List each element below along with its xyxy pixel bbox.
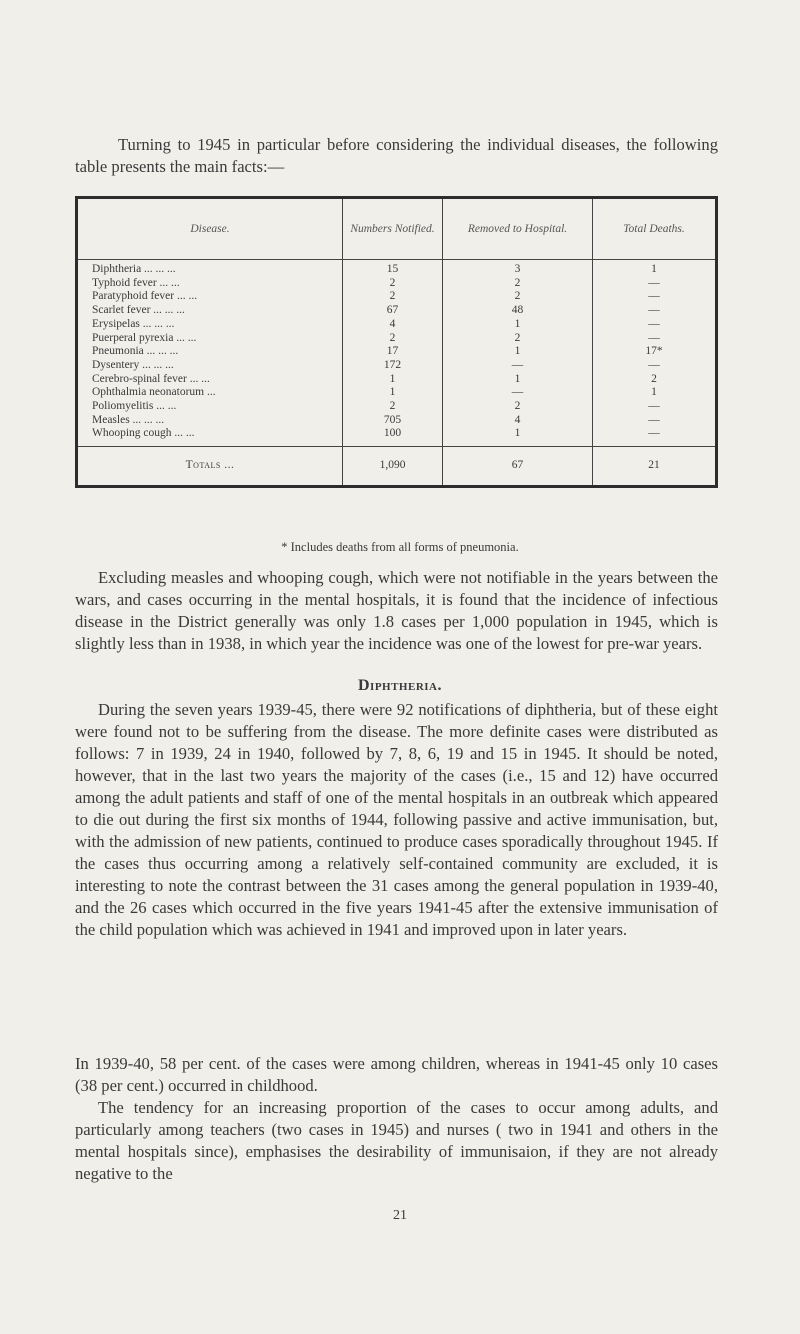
disease-name: Poliomyelitis ... ... [92, 400, 177, 413]
removed-to-hospital: 1 [443, 373, 593, 387]
table-row [77, 318, 717, 332]
total-deaths: — [593, 332, 717, 346]
header-removed-to-hospital: Removed to Hospital. [443, 198, 593, 260]
header-total-deaths: Total Deaths. [593, 198, 717, 260]
intro-paragraph: Turning to 1945 in particular before considering the individual diseases, the following table presents the main facts:— [75, 135, 718, 176]
table-row [77, 332, 717, 346]
total-deaths: 1 [593, 386, 717, 400]
total-deaths: 17* [593, 345, 717, 359]
disease-name: Ophthalmia neonatorum ... [92, 386, 216, 399]
table-header-row [77, 198, 717, 260]
paragraph-adults-tendency: The tendency for an increasing proportion of the cases to occur among adults, and particularly among teachers (two cases in 1945) and nurses ( two in 1941 and others in the mental hospitals since), emphasises the desirability of immunisaion, if they are not already negative to the [75, 1098, 718, 1183]
removed-to-hospital: 1 [443, 427, 593, 446]
table-row [77, 359, 717, 373]
removed-to-hospital: 1 [443, 318, 593, 332]
disease-name: Typhoid fever ... ... [92, 276, 180, 289]
table-row [77, 345, 717, 359]
numbers-notified: 15 [343, 260, 443, 277]
header-numbers-notified: Numbers Notified. [343, 198, 443, 260]
total-deaths: — [593, 414, 717, 428]
table-row [77, 373, 717, 387]
disease-name: Paratyphoid fever ... ... [92, 290, 198, 303]
table-row [77, 304, 717, 318]
total-deaths: — [593, 318, 717, 332]
table-row [77, 400, 717, 414]
disease-name: Measles ... ... ... [92, 413, 165, 426]
table-row [77, 260, 717, 277]
disease-name: Whooping cough ... ... [92, 427, 195, 440]
page-number: 21 [393, 1208, 407, 1223]
numbers-notified: 2 [343, 332, 443, 346]
infectious-disease-table [75, 196, 718, 488]
numbers-notified: 2 [343, 400, 443, 414]
removed-to-hospital: 2 [443, 277, 593, 291]
paragraph-children-percentage: In 1939-40, 58 per cent. of the cases were among children, whereas in 1941-45 only 10 cases (38 per cent.) occurred in childhood. [75, 1054, 718, 1095]
numbers-notified: 2 [343, 290, 443, 304]
removed-to-hospital: — [443, 386, 593, 400]
totals-notified: 1,090 [343, 447, 443, 487]
section-heading-diphtheria: Diphtheria. [357, 677, 442, 694]
total-deaths: — [593, 427, 717, 446]
disease-name: Puerperal pyrexia ... ... [92, 331, 197, 344]
numbers-notified: 1 [343, 373, 443, 387]
total-deaths: — [593, 359, 717, 373]
numbers-notified: 1 [343, 386, 443, 400]
header-disease: Disease. [77, 198, 343, 260]
numbers-notified: 705 [343, 414, 443, 428]
disease-name: Cerebro-spinal fever ... ... [92, 372, 210, 385]
removed-to-hospital: 3 [443, 260, 593, 277]
numbers-notified: 2 [343, 277, 443, 291]
numbers-notified: 172 [343, 359, 443, 373]
disease-name: Pneumonia ... ... ... [92, 345, 179, 358]
table-row [77, 414, 717, 428]
total-deaths: 2 [593, 373, 717, 387]
removed-to-hospital: — [443, 359, 593, 373]
totals-removed: 67 [443, 447, 593, 487]
removed-to-hospital: 4 [443, 414, 593, 428]
numbers-notified: 4 [343, 318, 443, 332]
total-deaths: — [593, 400, 717, 414]
removed-to-hospital: 2 [443, 290, 593, 304]
total-deaths: — [593, 277, 717, 291]
numbers-notified: 67 [343, 304, 443, 318]
totals-row [77, 447, 717, 487]
disease-name: Dysentery ... ... ... [92, 358, 174, 371]
removed-to-hospital: 2 [443, 400, 593, 414]
total-deaths: — [593, 304, 717, 318]
table-row [77, 290, 717, 304]
numbers-notified: 100 [343, 427, 443, 446]
totals-label: Totals ... [77, 447, 343, 487]
table-footnote: * Includes deaths from all forms of pneumonia. [281, 540, 519, 554]
removed-to-hospital: 1 [443, 345, 593, 359]
disease-name: Scarlet fever ... ... ... [92, 304, 185, 317]
totals-deaths: 21 [593, 447, 717, 487]
removed-to-hospital: 48 [443, 304, 593, 318]
paragraph-incidence: Excluding measles and whooping cough, which were not notifiable in the years between the wars, and cases occurring in the mental hospitals, it is found that the incidence of infectious disease in the District generally was only 1.8 cases per 1,000 population in 1945, which is slightly less than in 1938, in which year the incidence was one of the lowest for pre-war years. [75, 568, 718, 653]
disease-name: Diphtheria ... ... ... [92, 263, 176, 275]
disease-name: Erysipelas ... ... ... [92, 317, 175, 330]
table-row [77, 386, 717, 400]
paragraph-diphtheria-notifications: During the seven years 1939-45, there were 92 notifications of diphtheria, but of these eight were found not to be suffering from the disease. The more definite cases were distributed as follows: 7 in 1939, 24 in 1940, followed by 7, 8, 6, 19 and 15 in 1945. It should be noted, however, that in the last two years the majority of the cases (i.e., 15 and 12) have occurred among the adult patients and staff of one of the mental hospitals in an outbreak which appeared to die out during the first six months of 1944, following passive and active immunisation, but, with the admission of new patients, continued to produce cases sporadically throughout 1945. If the cases thus occurring among a relatively self-contained community are excluded, it is interesting to note the contrast between the 31 cases among the general population in 1939-40, and the 26 cases which occurred in the five years 1941-45 after the extensive immunisation of the child population which was achieved in 1941 and improved upon in later years. [75, 700, 718, 939]
removed-to-hospital: 2 [443, 332, 593, 346]
total-deaths: — [593, 290, 717, 304]
total-deaths: 1 [593, 260, 717, 277]
numbers-notified: 17 [343, 345, 443, 359]
table-row [77, 277, 717, 291]
table-row [77, 427, 717, 446]
